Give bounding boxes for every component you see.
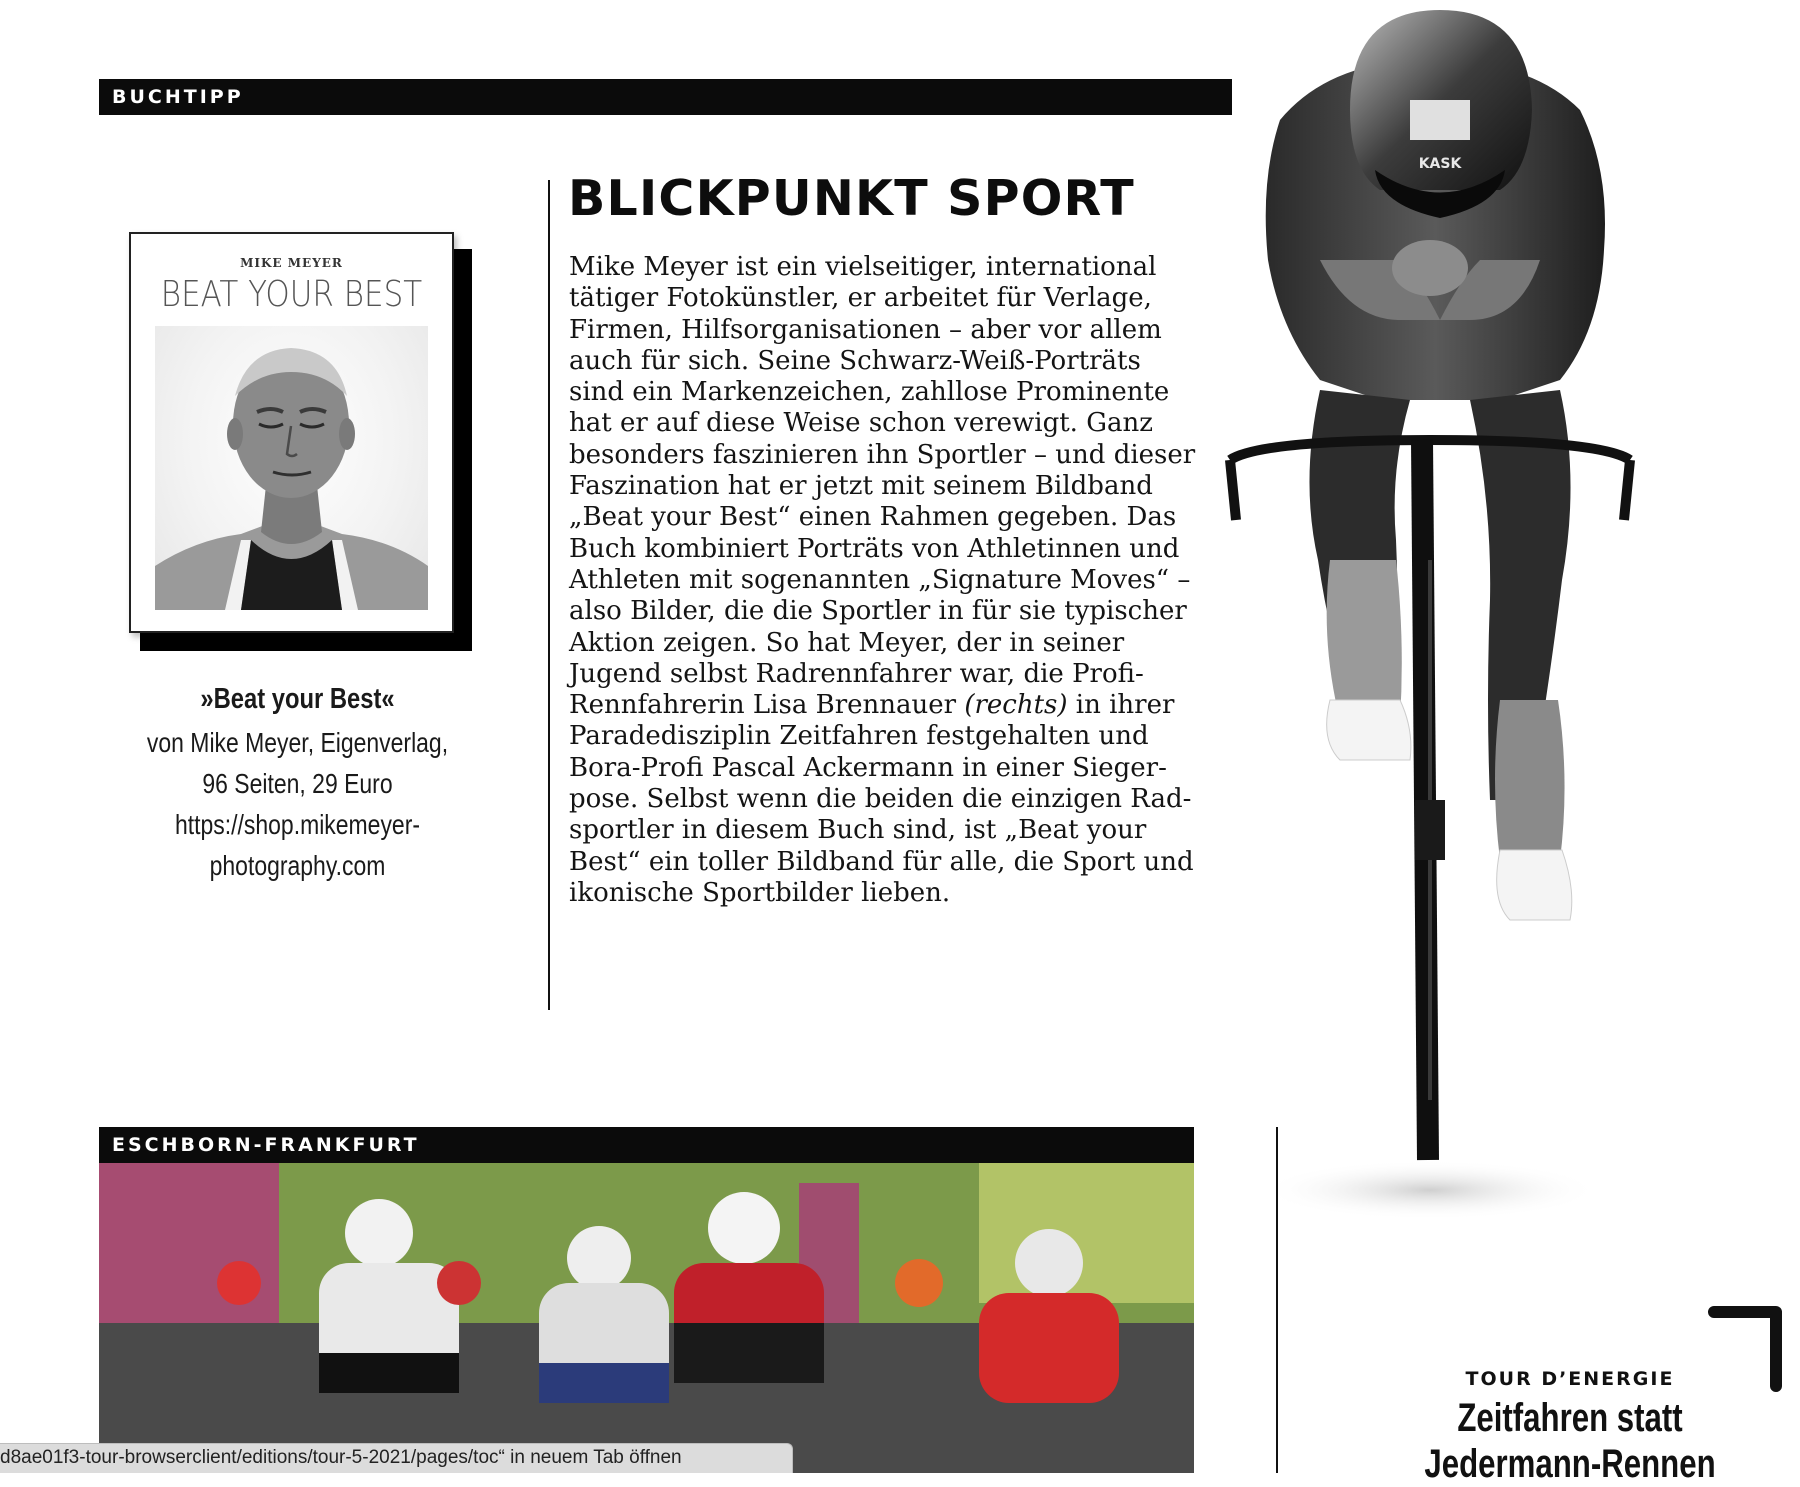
teaser-title-line: Jedermann-Rennen	[1424, 1442, 1716, 1486]
teaser-kicker: TOUR D’ENERGIE	[1465, 1368, 1675, 1390]
book-caption-url-line[interactable]: photography.com	[209, 850, 386, 881]
article-line: tätiger Fotokünstler, er arbeitet für Verlage,	[569, 283, 1152, 314]
article-line: Firmen, Hilfsorganisationen – aber vor allem	[569, 314, 1162, 345]
article-line: „Beat your Best“ einen Rahmen gegeben. Das	[569, 502, 1177, 533]
cyclist-image	[1200, 0, 1640, 1230]
helmet-brand: KASK	[1418, 156, 1462, 172]
book-caption-line: 96 Seiten, 29 Euro	[202, 768, 393, 799]
cyclist-time-trial-photo	[1200, 0, 1640, 1230]
article-body	[569, 252, 1196, 909]
buchtipp-label: BUCHTIPP	[112, 86, 244, 108]
eschborn-section-bar	[99, 1127, 1194, 1163]
article-line: also Bilder, die die Sportler in für sie typischer	[569, 596, 1187, 627]
race-image	[99, 1163, 1194, 1473]
book-caption-line: von Mike Meyer, Eigenverlag,	[146, 727, 449, 758]
book-cover-portrait	[155, 326, 428, 610]
teaser-title[interactable]	[1380, 1395, 1760, 1487]
link-status-tooltip	[0, 1443, 793, 1473]
book-caption	[105, 683, 490, 886]
article-line: sind ein Markenzeichen, zahllose Prominente	[569, 377, 1170, 408]
article-line: Athleten mit sogenannten „Signature Moves“ –	[569, 564, 1191, 595]
article-line: sportler in diesem Buch sind, ist „Beat your	[569, 815, 1147, 846]
article-line: ikonische Sportbilder lieben.	[569, 877, 951, 908]
article-headline: BLICKPUNKT SPORT	[568, 170, 1135, 227]
column-divider	[548, 180, 550, 1010]
article-line-part: Rennfahrerin Lisa Brennauer	[569, 690, 957, 721]
article-line: pose. Selbst wenn die beiden die einzigen Rad-	[569, 784, 1192, 815]
race-sprint-photo	[99, 1163, 1194, 1473]
book-cover-title: BEAT YOUR BEST	[160, 274, 423, 315]
article-line: Aktion zeigen. So hat Meyer, der in seiner	[569, 627, 1125, 658]
lower-column-divider	[1276, 1127, 1278, 1473]
book-caption-url-line[interactable]: https://shop.mikemeyer-	[174, 809, 421, 840]
eschborn-label: ESCHBORN-FRANKFURT	[112, 1134, 420, 1156]
teaser-title-line: Zeitfahren statt	[1457, 1396, 1683, 1440]
article-line: Mike Meyer ist ein vielseitiger, international	[569, 252, 1157, 282]
book-caption-title: »Beat your Best«	[200, 683, 395, 715]
link-status-text: d8ae01f3-tour-browserclient/editions/tour-5-2021/pages/toc“ in neuem Tab öffnen	[0, 1447, 682, 1468]
article-line: Paradedisziplin Zeitfahren festgehalten und	[569, 721, 1149, 752]
article-line-part: in ihrer	[1067, 690, 1175, 721]
article-line: auch für sich. Seine Schwarz-Weiß-Porträts	[569, 345, 1141, 376]
article-line: Best“ ein toller Bildband für alle, die Sport und	[569, 846, 1194, 877]
book-cover-author: MIKE MEYER	[240, 256, 343, 270]
buchtipp-section-bar	[99, 79, 1232, 115]
article-line: Buch kombiniert Porträts von Athletinnen und	[569, 533, 1180, 564]
book-cover[interactable]	[129, 232, 454, 633]
article-line: hat er auf diese Weise schon verewigt. Ganz	[569, 408, 1153, 439]
article-line: besonders faszinieren ihn Sportler – und dieser	[569, 439, 1196, 470]
article-line-italic: (rechts)	[964, 690, 1068, 721]
article-line: Faszination hat er jetzt mit seinem Bildband	[569, 471, 1153, 502]
article-line: Bora-Profi Pascal Ackermann in einer Sieger-	[569, 752, 1167, 783]
article-line: Jugend selbst Radrennfahrer war, die Profi-	[569, 658, 1144, 689]
article-line	[569, 690, 1189, 721]
portrait-image	[155, 326, 428, 610]
